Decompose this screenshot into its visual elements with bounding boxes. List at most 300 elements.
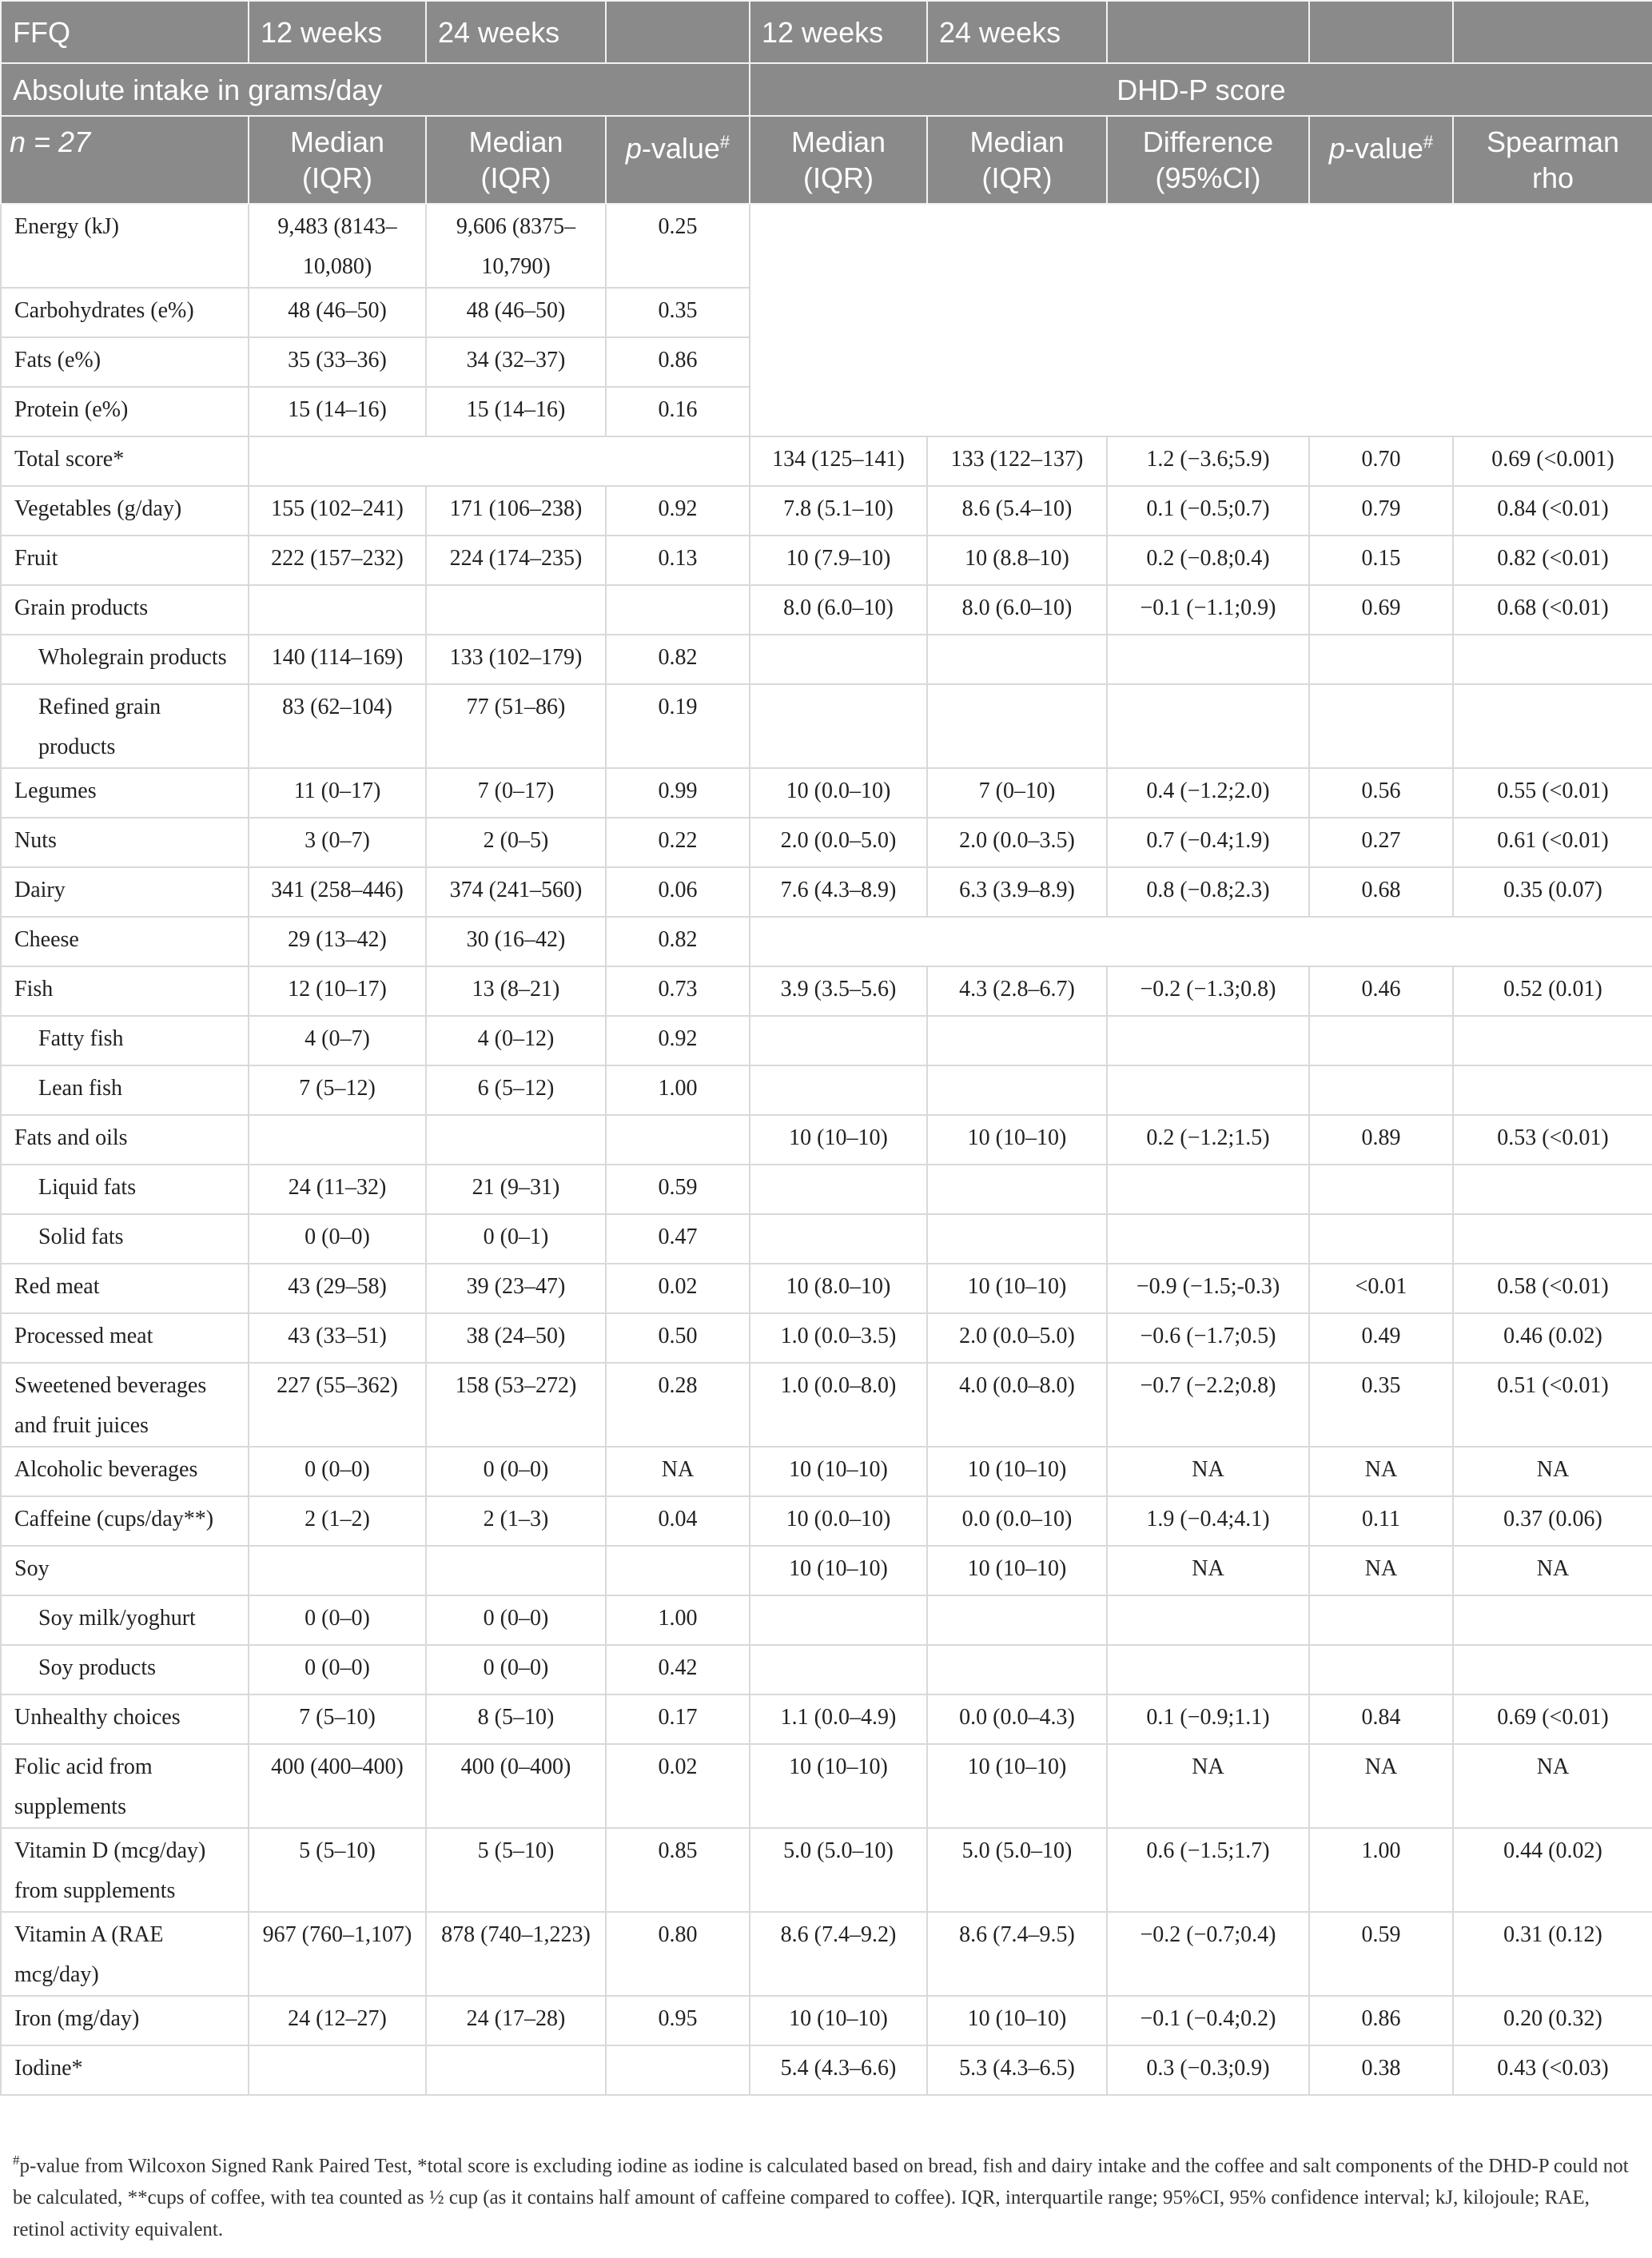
header-sample-size: n = 27 — [1, 116, 249, 204]
cell-value — [1107, 1065, 1309, 1115]
cell-value: 8 (5–10) — [426, 1694, 606, 1744]
cell-value: 0.16 — [606, 387, 750, 436]
cell-value: 7.8 (5.1–10) — [750, 486, 927, 536]
cell-value: −0.1 (−1.1;0.9) — [1107, 585, 1309, 635]
cell-value: 7 (5–10) — [249, 1694, 426, 1744]
header-col-main: Median — [468, 125, 563, 158]
cell-value — [927, 684, 1107, 768]
cell-value: 0.15 — [1309, 536, 1453, 585]
table-row — [1, 204, 1652, 288]
cell-value: 134 (125–141) — [750, 436, 927, 486]
table-row — [1, 1115, 1652, 1165]
cell-value: 15 (14–16) — [249, 387, 426, 436]
table-row — [1, 768, 1652, 818]
cell-value: 0.69 (<0.001) — [1453, 436, 1652, 486]
cell-value: 0.35 — [606, 288, 750, 337]
table-row — [1, 635, 1652, 684]
table-footnote — [13, 2145, 1639, 2246]
cell-value: NA — [1309, 1546, 1453, 1595]
header-blank — [1309, 1, 1453, 63]
cell-value: 4 (0–12) — [426, 1016, 606, 1065]
cell-value: 1.0 (0.0–8.0) — [750, 1363, 927, 1447]
cell-value: 171 (106–238) — [426, 486, 606, 536]
table-row — [1, 1912, 1652, 1996]
table-row — [1, 1744, 1652, 1828]
header-p-value — [1309, 116, 1453, 204]
row-label: Vitamin D (mcg/day) from supplements — [1, 1828, 249, 1912]
cell-value: 0.0 (0.0–10) — [927, 1496, 1107, 1546]
cell-value: 8.6 (7.4–9.2) — [750, 1912, 927, 1996]
cell-value: 0.02 — [606, 1744, 750, 1828]
cell-value: 133 (122–137) — [927, 436, 1107, 486]
cell-value: 0.25 — [606, 204, 750, 288]
cell-value: 0.82 — [606, 635, 750, 684]
cell-value: 0.38 — [1309, 2045, 1453, 2095]
header-row-columns — [1, 116, 1652, 204]
row-label: Carbohydrates (e%) — [1, 288, 249, 337]
cell-value: 1.9 (−0.4;4.1) — [1107, 1496, 1309, 1546]
cell-value: 43 (29–58) — [249, 1264, 426, 1313]
empty-cell — [249, 436, 750, 486]
table-row — [1, 1016, 1652, 1065]
cell-value — [927, 1016, 1107, 1065]
cell-value — [1107, 1595, 1309, 1645]
cell-value — [1107, 684, 1309, 768]
header-24-weeks: 24 weeks — [927, 1, 1107, 63]
cell-value: 0.53 (<0.01) — [1453, 1115, 1652, 1165]
cell-value: 158 (53–272) — [426, 1363, 606, 1447]
cell-value: −0.6 (−1.7;0.5) — [1107, 1313, 1309, 1363]
row-label: Caffeine (cups/day**) — [1, 1496, 249, 1546]
cell-value: 0 (0–0) — [426, 1645, 606, 1694]
cell-value: 0.0 (0.0–4.3) — [927, 1694, 1107, 1744]
table-row — [1, 1645, 1652, 1694]
cell-value: 0.58 (<0.01) — [1453, 1264, 1652, 1313]
table-row — [1, 2045, 1652, 2095]
cell-value: 0.13 — [606, 536, 750, 585]
cell-value: 0.85 — [606, 1828, 750, 1912]
cell-value: 1.0 (0.0–3.5) — [750, 1313, 927, 1363]
cell-value — [1107, 1165, 1309, 1214]
cell-value — [1309, 1214, 1453, 1264]
table-row — [1, 1447, 1652, 1496]
cell-value: 341 (258–446) — [249, 867, 426, 917]
cell-value: 3.9 (3.5–5.6) — [750, 966, 927, 1016]
row-label: Refined grain products — [1, 684, 249, 768]
cell-value: 0.86 — [1309, 1996, 1453, 2045]
header-median-iqr — [249, 116, 426, 204]
cell-value: 0.35 (0.07) — [1453, 867, 1652, 917]
cell-value: 1.00 — [606, 1595, 750, 1645]
cell-value: 6.3 (3.9–8.9) — [927, 867, 1107, 917]
row-label: Soy — [1, 1546, 249, 1595]
cell-value: 0.50 — [606, 1313, 750, 1363]
cell-value — [606, 2045, 750, 2095]
cell-value: NA — [1453, 1546, 1652, 1595]
cell-value: 0.8 (−0.8;2.3) — [1107, 867, 1309, 917]
cell-value: 4.3 (2.8–6.7) — [927, 966, 1107, 1016]
row-label: Soy products — [1, 1645, 249, 1694]
row-label: Fatty fish — [1, 1016, 249, 1065]
cell-value: 0.82 (<0.01) — [1453, 536, 1652, 585]
cell-value: 5.0 (5.0–10) — [750, 1828, 927, 1912]
cell-value: 10 (0.0–10) — [750, 1496, 927, 1546]
cell-value — [1453, 1595, 1652, 1645]
cell-value: 12 (10–17) — [249, 966, 426, 1016]
table-row — [1, 536, 1652, 585]
cell-value: 222 (157–232) — [249, 536, 426, 585]
row-label: Solid fats — [1, 1214, 249, 1264]
cell-value: 24 (17–28) — [426, 1996, 606, 2045]
cell-value — [1453, 1016, 1652, 1065]
row-label: Sweetened beverages and fruit juices — [1, 1363, 249, 1447]
cell-value — [750, 684, 927, 768]
table-row — [1, 1546, 1652, 1595]
cell-value: 0.4 (−1.2;2.0) — [1107, 768, 1309, 818]
cell-value: 11 (0–17) — [249, 768, 426, 818]
table-row — [1, 486, 1652, 536]
header-col-main: Median — [289, 125, 385, 158]
cell-value: NA — [1309, 1744, 1453, 1828]
row-label: Fish — [1, 966, 249, 1016]
cell-value — [1107, 1016, 1309, 1065]
cell-value: 0.92 — [606, 486, 750, 536]
cell-value: 224 (174–235) — [426, 536, 606, 585]
cell-value — [1309, 1595, 1453, 1645]
footnote-text: p-value from Wilcoxon Signed Rank Paired Test, *total score is excluding iodine as iodine is calculated based on bread, fish and dairy intake and the coffee and salt components of the DHD-P could not be calculated, **cups of coffee, with tea counted as ½ cup (as it contains half amount of caffeine compared to coffee). IQR, interquartile range; 95%CI, 95% confidence interval; kJ, kilojoule; RAE, retinol activity equivalent. — [13, 2155, 1629, 2241]
cell-value: 10 (0.0–10) — [750, 768, 927, 818]
cell-value: 9,483 (8143–10,080) — [249, 204, 426, 288]
row-label: Energy (kJ) — [1, 204, 249, 288]
table-row — [1, 1595, 1652, 1645]
cell-value: 0 (0–0) — [249, 1645, 426, 1694]
cell-value: 0.06 — [606, 867, 750, 917]
header-col-sub: (95%CI) — [1155, 161, 1261, 194]
row-label: Cheese — [1, 917, 249, 966]
row-label: Dairy — [1, 867, 249, 917]
cell-value: 0.1 (−0.9;1.1) — [1107, 1694, 1309, 1744]
cell-value: 2 (0–5) — [426, 818, 606, 867]
cell-value: 0.82 — [606, 917, 750, 966]
cell-value: 21 (9–31) — [426, 1165, 606, 1214]
row-label: Soy milk/yoghurt — [1, 1595, 249, 1645]
header-dhd-score: DHD-P score — [750, 63, 1652, 116]
cell-value: 0.37 (0.06) — [1453, 1496, 1652, 1546]
table-row — [1, 1165, 1652, 1214]
cell-value: −0.1 (−0.4;0.2) — [1107, 1996, 1309, 2045]
cell-value: 83 (62–104) — [249, 684, 426, 768]
table-row — [1, 1065, 1652, 1115]
table-row — [1, 585, 1652, 635]
cell-value: 10 (10–10) — [927, 1115, 1107, 1165]
cell-value: 13 (8–21) — [426, 966, 606, 1016]
cell-value: 0.70 — [1309, 436, 1453, 486]
cell-value: 0.86 — [606, 337, 750, 387]
row-label: Lean fish — [1, 1065, 249, 1115]
cell-value: 0.47 — [606, 1214, 750, 1264]
cell-value: 38 (24–50) — [426, 1313, 606, 1363]
table-row — [1, 1694, 1652, 1744]
cell-value: 9,606 (8375–10,790) — [426, 204, 606, 288]
header-median-iqr — [426, 116, 606, 204]
table-row — [1, 867, 1652, 917]
row-label: Processed meat — [1, 1313, 249, 1363]
row-label: Fats and oils — [1, 1115, 249, 1165]
cell-value — [1309, 1065, 1453, 1115]
cell-value: 8.0 (6.0–10) — [750, 585, 927, 635]
cell-value: 10 (8.8–10) — [927, 536, 1107, 585]
cell-value — [1107, 1645, 1309, 1694]
table-row — [1, 1214, 1652, 1264]
cell-value: 0.46 — [1309, 966, 1453, 1016]
header-row-periods — [1, 1, 1652, 63]
cell-value: 0.99 — [606, 768, 750, 818]
cell-value: 0.02 — [606, 1264, 750, 1313]
cell-value: 0.27 — [1309, 818, 1453, 867]
header-12-weeks: 12 weeks — [750, 1, 927, 63]
cell-value: 0.49 — [1309, 1313, 1453, 1363]
cell-value: 0.79 — [1309, 486, 1453, 536]
table-row — [1, 1496, 1652, 1546]
row-label: Wholegrain products — [1, 635, 249, 684]
cell-value — [927, 1065, 1107, 1115]
cell-value: 0.68 — [1309, 867, 1453, 917]
row-label: Fats (e%) — [1, 337, 249, 387]
cell-value: 0.51 (<0.01) — [1453, 1363, 1652, 1447]
cell-value: 10 (10–10) — [750, 1115, 927, 1165]
empty-block — [750, 204, 1652, 436]
cell-value: 0 (0–1) — [426, 1214, 606, 1264]
cell-value: 1.2 (−3.6;5.9) — [1107, 436, 1309, 486]
cell-value: 5.3 (4.3–6.5) — [927, 2045, 1107, 2095]
header-median-iqr — [750, 116, 927, 204]
cell-value — [1309, 684, 1453, 768]
cell-value: NA — [606, 1447, 750, 1496]
cell-value — [1309, 635, 1453, 684]
cell-value: 0.28 — [606, 1363, 750, 1447]
header-12-weeks: 12 weeks — [249, 1, 426, 63]
cell-value — [249, 1546, 426, 1595]
table-row — [1, 684, 1652, 768]
cell-value: 10 (10–10) — [927, 1996, 1107, 2045]
cell-value: 0 (0–0) — [426, 1447, 606, 1496]
header-difference — [1107, 116, 1309, 204]
cell-value: 0.2 (−1.2;1.5) — [1107, 1115, 1309, 1165]
cell-value: 0.59 — [1309, 1912, 1453, 1996]
cell-value — [1107, 635, 1309, 684]
cell-value: NA — [1107, 1744, 1309, 1828]
cell-value: 3 (0–7) — [249, 818, 426, 867]
cell-value: 0.20 (0.32) — [1453, 1996, 1652, 2045]
cell-value: <0.01 — [1309, 1264, 1453, 1313]
cell-value: 7 (0–17) — [426, 768, 606, 818]
cell-value: 5 (5–10) — [426, 1828, 606, 1912]
cell-value: 24 (11–32) — [249, 1165, 426, 1214]
cell-value: NA — [1107, 1546, 1309, 1595]
cell-value: NA — [1107, 1447, 1309, 1496]
cell-value: 0.46 (0.02) — [1453, 1313, 1652, 1363]
cell-value: 24 (12–27) — [249, 1996, 426, 2045]
cell-value — [750, 635, 927, 684]
cell-value: 0 (0–0) — [249, 1447, 426, 1496]
cell-value: 0.35 — [1309, 1363, 1453, 1447]
cell-value: 0.89 — [1309, 1115, 1453, 1165]
cell-value: 0 (0–0) — [426, 1595, 606, 1645]
cell-value: 0.43 (<0.03) — [1453, 2045, 1652, 2095]
cell-value — [1453, 1065, 1652, 1115]
empty-block — [750, 917, 1652, 966]
cell-value: 400 (400–400) — [249, 1744, 426, 1828]
cell-value: 1.00 — [606, 1065, 750, 1115]
header-ffq: FFQ — [1, 1, 249, 63]
cell-value — [750, 1016, 927, 1065]
cell-value: 0.04 — [606, 1496, 750, 1546]
cell-value: 35 (33–36) — [249, 337, 426, 387]
cell-value: 0.61 (<0.01) — [1453, 818, 1652, 867]
cell-value: 5.0 (5.0–10) — [927, 1828, 1107, 1912]
cell-value: 8.0 (6.0–10) — [927, 585, 1107, 635]
cell-value: −0.7 (−2.2;0.8) — [1107, 1363, 1309, 1447]
header-col-main: Median — [969, 125, 1065, 158]
row-label: Iron (mg/day) — [1, 1996, 249, 2045]
cell-value: 0.56 — [1309, 768, 1453, 818]
cell-value: 7 (0–10) — [927, 768, 1107, 818]
header-blank — [606, 1, 750, 63]
header-median-iqr — [927, 116, 1107, 204]
cell-value: 0.59 — [606, 1165, 750, 1214]
cell-value: 1.00 — [1309, 1828, 1453, 1912]
cell-value — [1453, 1645, 1652, 1694]
cell-value: 5.4 (4.3–6.6) — [750, 2045, 927, 2095]
cell-value: 10 (10–10) — [750, 1447, 927, 1496]
table-row — [1, 1828, 1652, 1912]
row-label: Fruit — [1, 536, 249, 585]
cell-value — [249, 585, 426, 635]
table-row — [1, 818, 1652, 867]
cell-value: 30 (16–42) — [426, 917, 606, 966]
cell-value — [1309, 1016, 1453, 1065]
header-col-sub: (IQR) — [981, 161, 1053, 194]
cell-value — [426, 1546, 606, 1595]
cell-value: 0.73 — [606, 966, 750, 1016]
cell-value — [1453, 1165, 1652, 1214]
cell-value — [927, 1214, 1107, 1264]
cell-value: 10 (10–10) — [927, 1264, 1107, 1313]
cell-value: 0.19 — [606, 684, 750, 768]
table-row — [1, 1363, 1652, 1447]
cell-value — [927, 1595, 1107, 1645]
cell-value: 10 (10–10) — [927, 1744, 1107, 1828]
cell-value: 77 (51–86) — [426, 684, 606, 768]
cell-value: −0.9 (−1.5;-0.3) — [1107, 1264, 1309, 1313]
cell-value: 6 (5–12) — [426, 1065, 606, 1115]
cell-value: −0.2 (−1.3;0.8) — [1107, 966, 1309, 1016]
header-blank — [1107, 1, 1309, 63]
cell-value: 0.3 (−0.3;0.9) — [1107, 2045, 1309, 2095]
cell-value: 0.42 — [606, 1645, 750, 1694]
cell-value: 0.11 — [1309, 1496, 1453, 1546]
cell-value: 48 (46–50) — [426, 288, 606, 337]
cell-value — [249, 1115, 426, 1165]
row-label: Protein (e%) — [1, 387, 249, 436]
cell-value: 10 (10–10) — [750, 1744, 927, 1828]
cell-value: 5 (5–10) — [249, 1828, 426, 1912]
header-col-sub: rho — [1531, 161, 1574, 194]
cell-value — [927, 1645, 1107, 1694]
cell-value — [750, 1645, 927, 1694]
cell-value: 0.52 (0.01) — [1453, 966, 1652, 1016]
cell-value — [750, 1065, 927, 1115]
cell-value: 0.6 (−1.5;1.7) — [1107, 1828, 1309, 1912]
cell-value: 0.44 (0.02) — [1453, 1828, 1652, 1912]
cell-value: 0.69 (<0.01) — [1453, 1694, 1652, 1744]
cell-value: 2 (1–3) — [426, 1496, 606, 1546]
cell-value: 10 (10–10) — [750, 1546, 927, 1595]
cell-value: 0.84 (<0.01) — [1453, 486, 1652, 536]
header-col-sub: (IQR) — [803, 161, 874, 194]
cell-value — [606, 1546, 750, 1595]
cell-value: 155 (102–241) — [249, 486, 426, 536]
cell-value: 7 (5–12) — [249, 1065, 426, 1115]
cell-value — [606, 585, 750, 635]
cell-value: 10 (10–10) — [750, 1996, 927, 2045]
cell-value — [426, 2045, 606, 2095]
header-blank — [1453, 1, 1652, 63]
cell-value: 0.2 (−0.8;0.4) — [1107, 536, 1309, 585]
cell-value: 10 (10–10) — [927, 1447, 1107, 1496]
row-label: Folic acid from supplements — [1, 1744, 249, 1828]
cell-value — [426, 1115, 606, 1165]
row-label: Vegetables (g/day) — [1, 486, 249, 536]
row-label: Grain products — [1, 585, 249, 635]
cell-value: 0.1 (−0.5;0.7) — [1107, 486, 1309, 536]
header-p-value — [606, 116, 750, 204]
cell-value: 0.69 — [1309, 585, 1453, 635]
cell-value: NA — [1309, 1447, 1453, 1496]
header-col-main: Difference — [1142, 125, 1274, 158]
row-label: Vitamin A (RAE mcg/day) — [1, 1912, 249, 1996]
cell-value: −0.2 (−0.7;0.4) — [1107, 1912, 1309, 1996]
cell-value: 2.0 (0.0–5.0) — [750, 818, 927, 867]
cell-value — [927, 635, 1107, 684]
header-col-main: p-value# — [625, 132, 730, 165]
header-absolute-intake: Absolute intake in grams/day — [1, 63, 750, 116]
cell-value: 0.92 — [606, 1016, 750, 1065]
header-col-main: Spearman — [1486, 125, 1620, 158]
cell-value — [1453, 1214, 1652, 1264]
cell-value: 400 (0–400) — [426, 1744, 606, 1828]
cell-value — [1107, 1214, 1309, 1264]
cell-value: 0 (0–0) — [249, 1595, 426, 1645]
cell-value — [1309, 1165, 1453, 1214]
cell-value: 10 (7.9–10) — [750, 536, 927, 585]
cell-value: 7.6 (4.3–8.9) — [750, 867, 927, 917]
row-label: Iodine* — [1, 2045, 249, 2095]
cell-value: 0.7 (−0.4;1.9) — [1107, 818, 1309, 867]
table-row — [1, 436, 1652, 486]
cell-value: 0.17 — [606, 1694, 750, 1744]
cell-value — [249, 2045, 426, 2095]
cell-value: 0 (0–0) — [249, 1214, 426, 1264]
row-label: Nuts — [1, 818, 249, 867]
cell-value: NA — [1453, 1447, 1652, 1496]
cell-value: 374 (241–560) — [426, 867, 606, 917]
row-label: Legumes — [1, 768, 249, 818]
cell-value: 0.80 — [606, 1912, 750, 1996]
cell-value — [606, 1115, 750, 1165]
cell-value: 10 (8.0–10) — [750, 1264, 927, 1313]
cell-value: 2.0 (0.0–3.5) — [927, 818, 1107, 867]
